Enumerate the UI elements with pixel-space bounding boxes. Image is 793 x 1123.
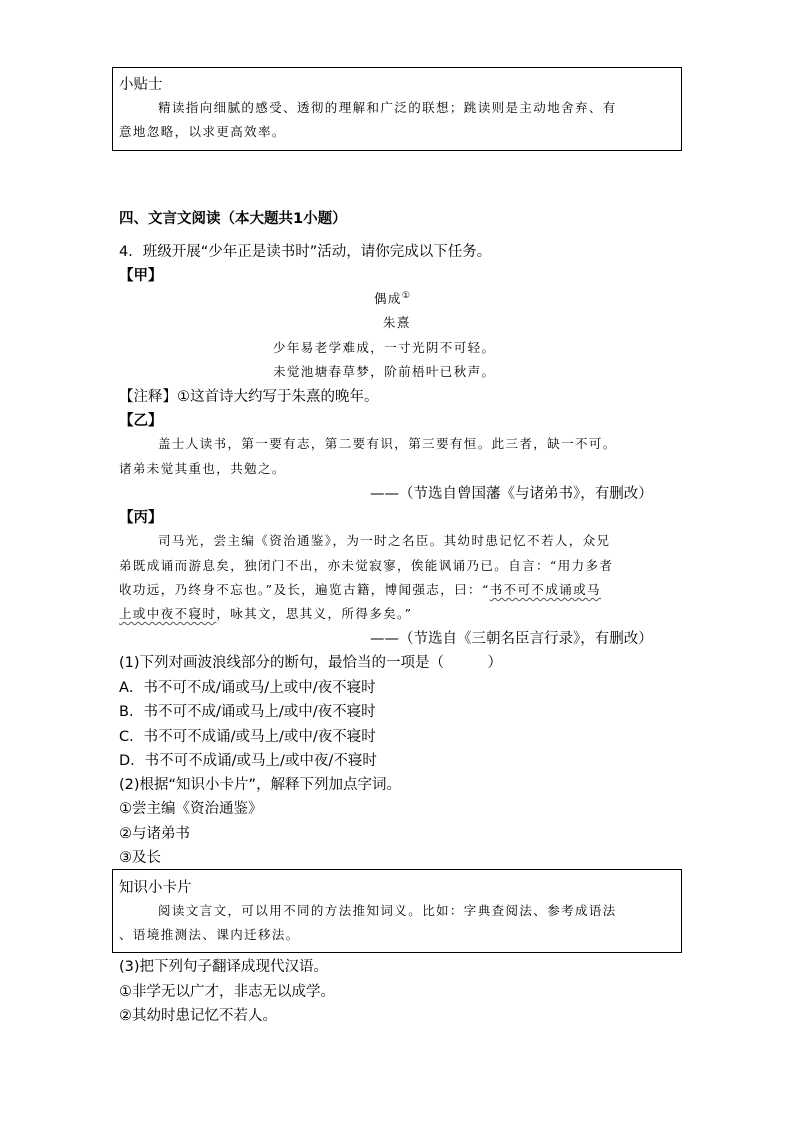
question-item: ①尝主编《资治通鉴》 xyxy=(119,801,263,817)
question-item: ②其幼时患记忆不若人。 xyxy=(119,1008,277,1024)
question-item: ③及长 xyxy=(119,850,161,866)
answer-option-b: B．书不可不成/诵或马上/或中/夜不寝时 xyxy=(119,704,376,720)
knowledge-card-title: 知识小卡片 xyxy=(119,880,192,896)
passage-label-bing: 【丙】 xyxy=(119,510,163,526)
question-intro: 4．班级开展“少年正是读书时”活动，请你完成以下任务。 xyxy=(119,244,492,260)
poem-annotation: 【注释】①这首诗大约写于朱熹的晚年。 xyxy=(119,389,379,405)
passage-line: 弟既成诵而游息矣，独闭门不出，亦未觉寂寥，俟能讽诵乃已。自言：“用力多者 xyxy=(119,558,614,573)
passage-line: 诸弟未觉其重也，共勉之。 xyxy=(119,461,286,476)
question-stem: (2)根据“知识小卡片”，解释下列加点字词。 xyxy=(119,777,402,793)
knowledge-card-line: 、语境推测法、课内迁移法。 xyxy=(119,927,300,942)
knowledge-card-line: 阅读文言文，可以用不同的方法推知词义。比如：字典查阅法、参考成语法 xyxy=(158,903,617,918)
passage-source: ——（节选自曾国藩《与诸弟书》，有删改） xyxy=(370,486,653,502)
question-stem: (3)把下列句子翻译成现代汉语。 xyxy=(119,959,329,975)
tip-box-title: 小贴士 xyxy=(119,77,163,93)
passage-line: 上或中夜不寝时，咏其文，思其义，所得多矣。” xyxy=(119,606,413,621)
question-stem: (1)下列对画波浪线部分的断句，最恰当的一项是（ ） xyxy=(119,655,503,671)
question-item: ①非学无以广才，非志无以成学。 xyxy=(119,984,335,1000)
footnote-marker: ① xyxy=(401,290,412,301)
section-heading: 四、文言文阅读（本大题共1小题） xyxy=(119,211,347,227)
answer-option-d: D．书不可不成诵/或马上/或中夜/不寝时 xyxy=(119,753,377,769)
poem-title: 偶成① xyxy=(374,290,412,306)
answer-option-a: A．书不可不成/诵或马/上或中/夜不寝时 xyxy=(119,680,376,696)
wavy-underlined-text: 上或中夜不寝时 xyxy=(119,606,217,621)
passage-line: 司马光，尝主编《资治通鉴》，为一时之名臣。其幼时患记忆不若人，众兄 xyxy=(158,533,611,548)
passage-line: 收功远，乃终身不忘也。”及长，遍览古籍，博闻强志，曰：“书不可不成诵或马 xyxy=(119,582,601,597)
wavy-underlined-text: 书不可不成诵或马 xyxy=(489,582,601,597)
passage-source: ——（节选自《三朝名臣言行录》，有删改） xyxy=(370,631,653,647)
tip-box-line: 意地忽略，以求更高效率。 xyxy=(119,124,286,139)
answer-option-c: C．书不可不成诵/或马上/或中/夜不寝时 xyxy=(119,729,376,745)
poem-line: 少年易老学难成，一寸光阴不可轻。 xyxy=(273,340,496,355)
passage-label-yi: 【乙】 xyxy=(119,413,163,429)
poem-author: 朱熹 xyxy=(383,315,411,330)
passage-line: 盖士人读书，第一要有志，第二要有识，第三要有恒。此三者，缺一不可。 xyxy=(158,436,617,451)
tip-box-line: 精读指向细腻的感受、透彻的理解和广泛的联想；跳读则是主动地舍弃、有 xyxy=(158,100,617,115)
passage-label-jia: 【甲】 xyxy=(119,268,163,284)
question-item: ②与诸弟书 xyxy=(119,826,190,842)
poem-line: 未觉池塘春草梦，阶前梧叶已秋声。 xyxy=(273,364,496,379)
